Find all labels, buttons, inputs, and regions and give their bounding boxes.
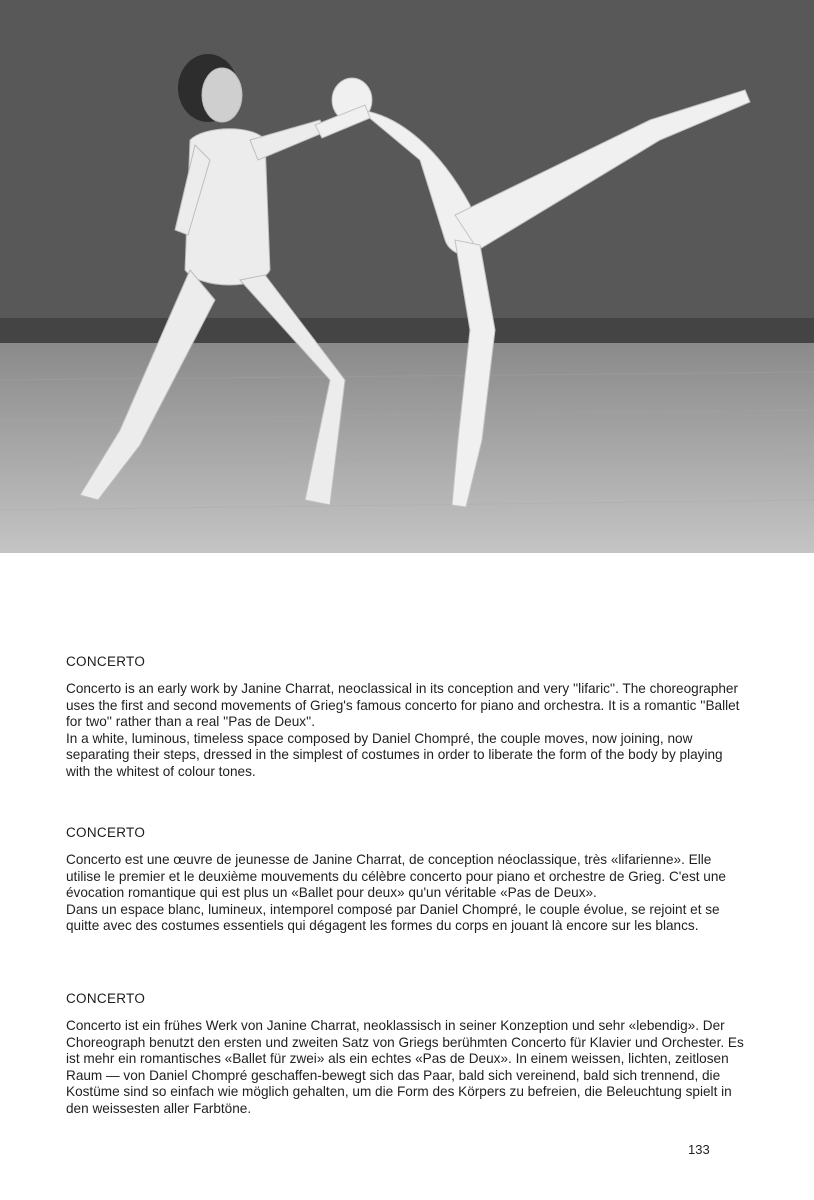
section-german bbox=[66, 991, 746, 1118]
section-english bbox=[66, 654, 746, 781]
paragraph: Concerto is an early work by Janine Charrat, neoclassical in its conception and very ''lifaric''. The choreographer uses the first and second movements of Grieg's famous concerto for piano and orchestra. It is a romantic ''Ballet for two'' rather than a real ''Pas de Deux''. bbox=[66, 681, 740, 730]
paragraph: Concerto est une œuvre de jeunesse de Janine Charrat, de conception néoclassique, très «lifarienne». Elle utilise le premier et le deuxième mouvements du célèbre concerto pour piano et orchestre de Grieg. C'est une évocation romantique qui est plus un «Ballet pour deux» qu'un véritable «Pas de Deux». bbox=[66, 852, 726, 901]
section-heading: CONCERTO bbox=[66, 825, 146, 840]
paragraph: Dans un espace blanc, lumineux, intemporel composé par Daniel Chompré, le couple évolue, se rejoint et se quitte avec des costumes essentiels qui dégagent les formes du corps en jouant là encore sur les blancs. bbox=[66, 901, 720, 934]
section-body bbox=[66, 1018, 746, 1118]
dancers-illustration bbox=[0, 0, 814, 553]
section-body bbox=[66, 852, 746, 935]
page-number: 133 bbox=[688, 1142, 710, 1157]
ballet-photo bbox=[0, 0, 814, 553]
section-french bbox=[66, 825, 746, 935]
paragraph: In a white, luminous, timeless space composed by Daniel Chompré, the couple moves, now joining, now separating their steps, dressed in the simplest of costumes in order to liberate the form of the body by playing with the whitest of colour tones. bbox=[66, 730, 723, 779]
section-heading: CONCERTO bbox=[66, 654, 146, 669]
section-heading: CONCERTO bbox=[66, 991, 146, 1006]
paragraph: Concerto ist ein frühes Werk von Janine Charrat, neoklassisch in seiner Konzeption und sehr «lebendig». Der Choreograph benutzt den ersten und zweiten Satz von Griegs berühmten Concerto für Klavier und Orchester. Es ist mehr ein romantisches «Ballet für zwei» als ein echtes «Pas de Deux». In einem weissen, lichten, zeitlosen Raum — von Daniel Chompré geschaffen-bewegt sich das Paar, bald sich vereinend, bald sich trennend, die Kostüme sind so einfach wie möglich gehalten, um die Form des Körpers zu befreien, die Beleuchtung spielt in den weissesten aller Farbtöne. bbox=[66, 1018, 744, 1116]
section-body bbox=[66, 681, 746, 781]
